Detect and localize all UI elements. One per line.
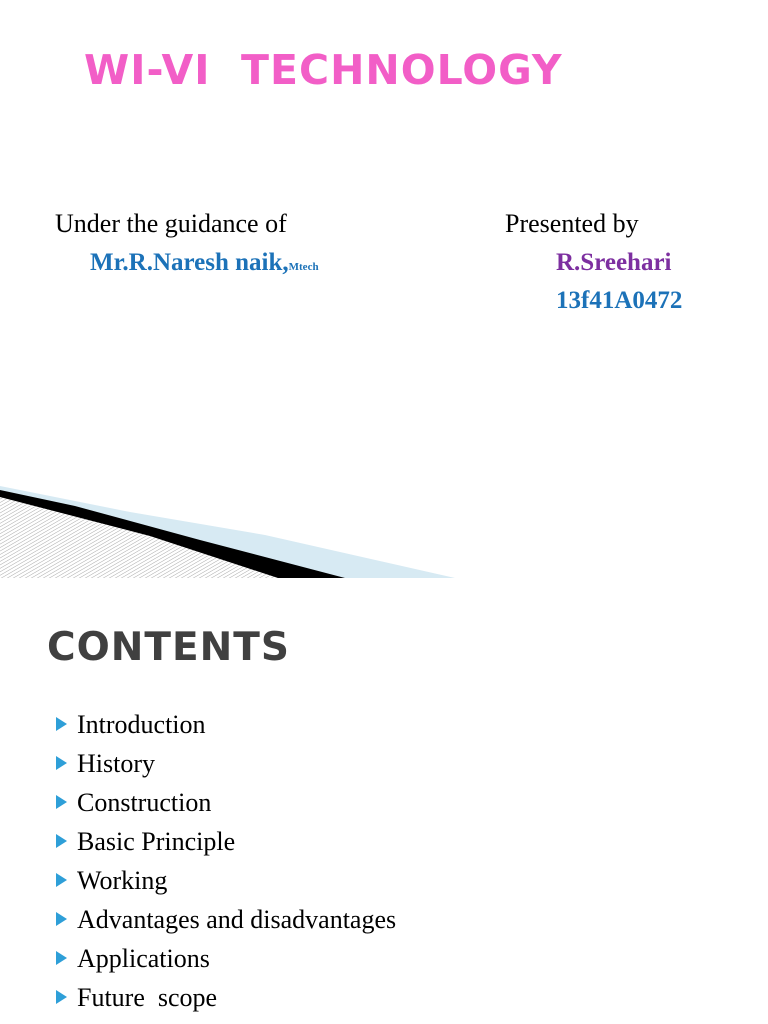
contents-title: CONTENTS bbox=[47, 625, 290, 670]
list-item-text: Advantages and disadvantages bbox=[77, 904, 397, 934]
right-triangle-bullet-icon bbox=[55, 871, 77, 891]
list-item-text: Construction bbox=[77, 787, 212, 817]
list-item bbox=[55, 939, 396, 978]
list-item-text: Working bbox=[77, 865, 168, 895]
list-item-text: Introduction bbox=[77, 709, 206, 739]
list-item bbox=[55, 900, 396, 939]
presented-by-label: Presented by bbox=[505, 209, 639, 238]
right-triangle-bullet-icon bbox=[55, 715, 77, 735]
list-item-text: Future scope bbox=[77, 982, 218, 1012]
list-item bbox=[55, 861, 396, 900]
right-triangle-bullet-icon bbox=[55, 988, 77, 1008]
list-item bbox=[55, 783, 396, 822]
list-item-text: Basic Principle bbox=[77, 826, 236, 856]
right-triangle-bullet-icon bbox=[55, 949, 77, 969]
list-item bbox=[55, 705, 396, 744]
slide-title: WI-VI TECHNOLOGY bbox=[84, 46, 563, 94]
guide-degree: Mtech bbox=[288, 261, 319, 273]
contents-slide bbox=[0, 578, 768, 1024]
list-item-text: Applications bbox=[77, 943, 210, 973]
list-item bbox=[55, 822, 396, 861]
right-triangle-bullet-icon bbox=[55, 910, 77, 930]
guide-name-text: Mr.R.Naresh naik, bbox=[90, 249, 289, 276]
presenter-name: R.Sreehari bbox=[556, 249, 672, 276]
list-item bbox=[55, 978, 396, 1017]
guidance-label: Under the guidance of bbox=[55, 209, 287, 238]
presenter-roll-number: 13f41A0472 bbox=[556, 287, 683, 314]
right-triangle-bullet-icon bbox=[55, 832, 77, 852]
contents-list bbox=[55, 705, 396, 1017]
right-triangle-bullet-icon bbox=[55, 754, 77, 774]
list-item-text: History bbox=[77, 748, 155, 778]
right-triangle-bullet-icon bbox=[55, 793, 77, 813]
list-item bbox=[55, 744, 396, 783]
